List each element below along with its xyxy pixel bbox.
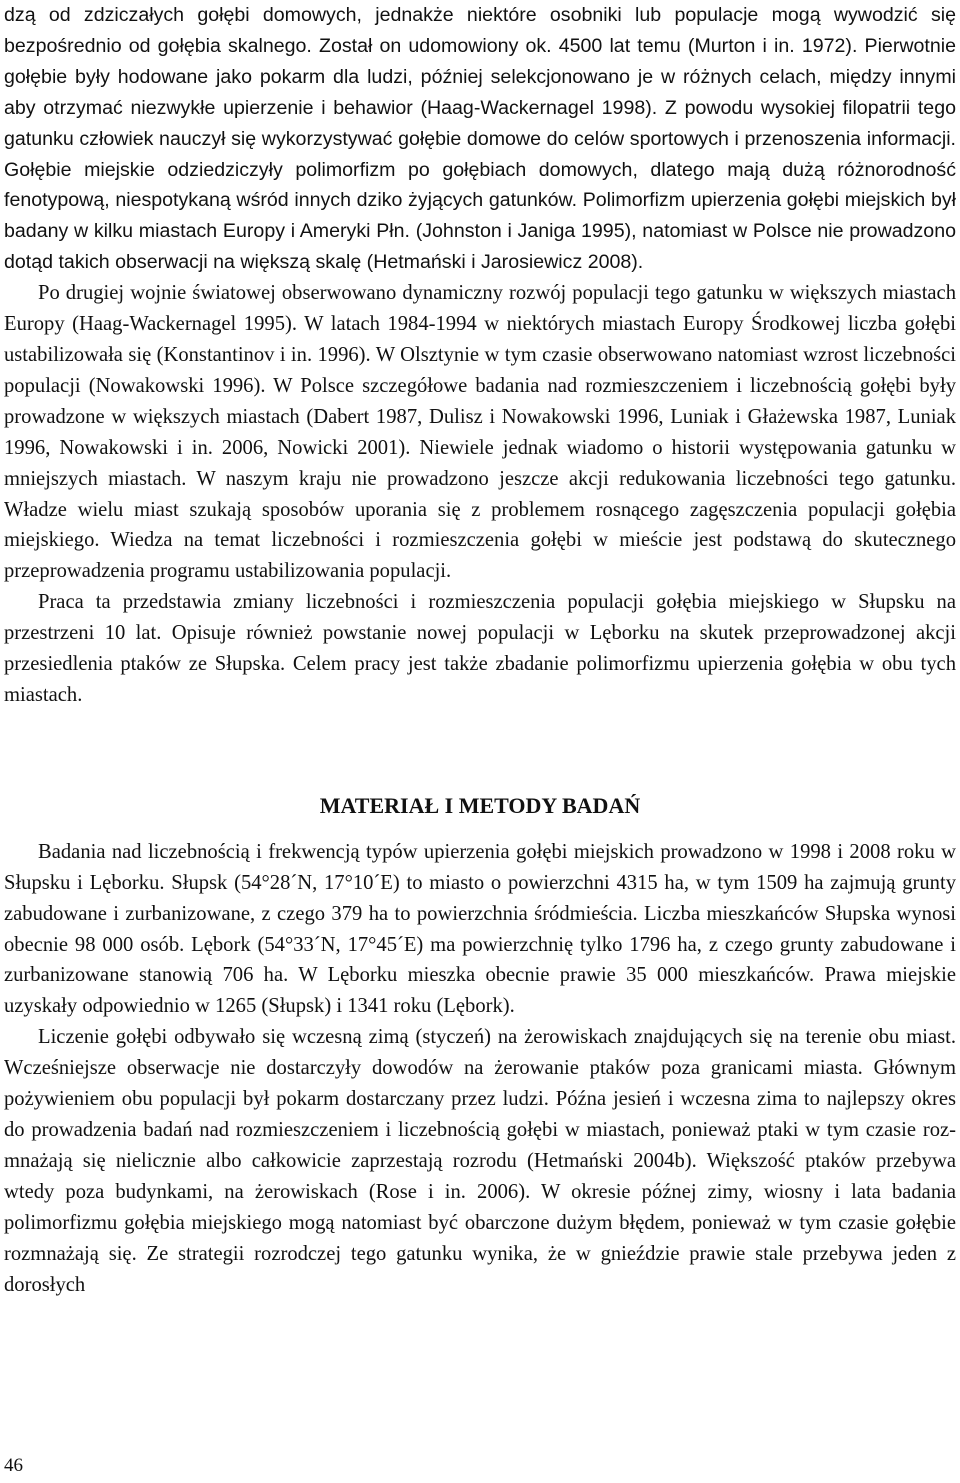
section-spacer — [4, 711, 956, 791]
page-number: 46 — [4, 1455, 23, 1476]
page-body — [4, 0, 956, 1300]
paragraph-study-area: Badania nad liczebnością i frekwencją typów upierzenia gołębi miejskich prowadzono w 1998 i 2008 roku w Słupsku i Lęborku. Słupsk (54°28´N, 17°10´E) to miasto o powierzchni 4315 ha, w tym 1509 ha zajmują grunty zabudowane i zurbanizowane, z czego 379 ha to powierzchnia śródmieścia. Liczba mieszkańców Słupska wynosi obecnie 98 000 osób. Lębork (54°33´N, 17°45´E) ma powierzchnię tylko 1796 ha, z czego grunty zabudowane i zurbanizowane stanowią 706 ha. W Lęborku mieszka obecnie prawie 35 000 mieszkańców. Prawa miejskie uzyskały odpowiednio w 1265 (Słupsk) i 1341 roku (Lębork). — [4, 840, 956, 1018]
section-heading: MATERIAŁ I METODY BADAŃ — [319, 792, 641, 818]
paragraph-intro: dzą od zdziczałych gołębi domowych, jednakże niektóre osobniki lub populacje mogą wywodzić się bezpośrednio od gołębia skalnego. Został on udomowiony ok. 4500 lat temu (Murton i in. 1972). Pierwotnie gołębie były hodowane jako pokarm dla ludzi, później selekcjonowano je w różnych celach, między innymi aby otrzymać niezwykłe upierzenie i behawior (Haag-Wackernagel 1998). Z powodu wysokiej filopatrii tego gatunku człowiek nauczył się wykorzystywać gołębie domowe do celów sportowych i przenoszenia informacji. Gołębie miejskie odziedziczyły polimorfizm po gołębiach domowych, dlatego mają dużą różnorodność fenotypową, niespotykaną wśród innych dziko żyjących gatunków. Polimorfizm upierzenia gołębi miejskich był badany w kilku miastach Europy i Ameryki Płn. (Johnston i Janiga 1995), natomiast w Polsce nie prowadzono dotąd takich obserwacji na większą skalę (Hetmański i Jarosiewicz 2008). — [4, 4, 956, 274]
paragraph-population-dynamics: Po drugiej wojnie światowej obserwowano dynamiczny rozwój populacji tego gatunku w większych miastach Europy (Haag-Wackernagel 1995). W latach 1984-1994 w niektórych miastach Europy Środkowej liczba gołębi ustabilizowała się (Konstantinov i in. 1996). W Olsztynie w tym czasie obserwowano natomiast wzrost liczebności populacji (Nowakowski 1996). W Polsce szczegółowe badania nad rozmieszczeniem i liczebnością gołębi były prowadzone w większych miastach (Dabert 1987, Dulisz i Nowakowski 1996, Luniak i Głażewska 1987, Luniak 1996, Nowakowski i in. 2006, Nowicki 2001). Niewiele jednak wiadomo o historii występowania gatunku w mniejszych miastach. W naszym kraju nie prowadzono jeszcze akcji redukowania liczebności tego gatunku. Władze wielu miast szukają sposobów uporania się z problemem rosnącego zagęszczenia populacji gołębia miejskiego. Wiedza na temat liczebności i rozmieszczenia gołębi w mieście jest podstawą do skutecznego przeprowadzenia programu ustabilizowania populacji. — [4, 282, 956, 583]
paragraph-aims: Praca ta przedstawia zmiany liczebności i rozmieszczenia populacji gołębia miejskiego w Słupsku na przestrzeni 10 lat. Opisuje również powstanie nowej populacji w Lęborku na skutek przeprowadzonej akcji przesiedlenia ptaków ze Słupska. Celem pracy jest także zbadanie polimorfizmu upierzenia gołębia w obu tych miastach. — [4, 591, 956, 706]
paragraph-counting-method: Liczenie gołębi odbywało się wczesną zimą (styczeń) na żerowiskach znajdujących się na terenie obu miast. Wcześniejsze obserwacje nie dostarczyły dowodów na żerowanie ptaków poza granicami miasta. Głównym pożywieniem obu populacji był pokarm dostarczany przez ludzi. Późna jesień i wczesna zima to najlepszy okres do prowadzenia badań nad rozmieszczeniem i liczebnością gołębi w miastach, ponieważ ptaki w tym czasie rozmnażają się nielicznie albo całkowicie zaprzestają rozrodu (Hetmański 2004b). Większość ptaków przebywa wtedy poza budynkami, na żerowiskach (Rose i in. 2006). W okresie późnej zimy, wiosny i lata badania polimorfizmu gołębia miejskiego mogą natomiast być obarczone dużym błędem, ponieważ w tym czasie gołębie rozmnażają się. Ze strategii rozrodczej tego gatunku wynika, że w gnieździe prawie stale przebywa jeden z dorosłych — [4, 1026, 956, 1296]
heading-spacer — [4, 821, 956, 837]
